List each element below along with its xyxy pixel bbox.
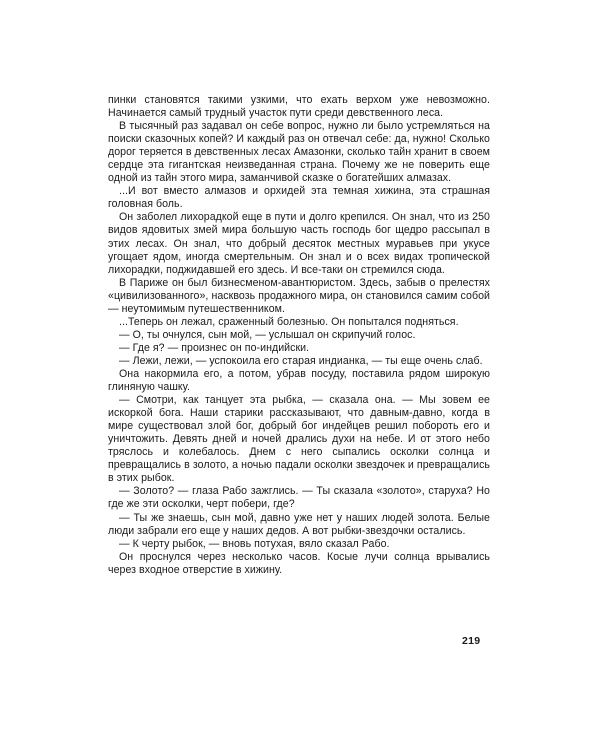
dialogue-line: — Смотри, как танцует эта рыбка, — сказала она. — Мы зовем ее искоркой бога. Наши старики рассказывают, что давным-давно, когда в мире существовал злой бог, добрый бог индейцев решил побороть его и уничтожить. Девять дней и ночей дрались духи на небе. И от этого небо тряслось и колебалось. Днем с него сыпались осколки солнца и превращались в золото, а ночью падали осколки звездочек и превращались в этих рыбок. bbox=[108, 394, 490, 485]
page-number: 219 bbox=[462, 635, 481, 647]
dialogue-line: — Лежи, лежи, — успокоила его старая индианка, — ты еще очень слаб. bbox=[119, 354, 483, 367]
paragraph: Он заболел лихорадкой еще в пути и долго крепился. Он знал, что из 250 видов ядовитых змей мира большую часть господь бог щедро рассыпал в этих лесах. Он знал, что добрый десяток местных муравьев при укусе угощает ядом, иногда смертельным. Он знал и о всех видах тропической лихорадки, поджидавшей его здесь. И все-таки он стремился сюда. bbox=[108, 211, 490, 276]
paragraph: пинки становятся такими узкими, что ехать верхом уже невозможно. Начинается самый трудный участок пути среди девственного леса. bbox=[108, 94, 490, 120]
paragraph: Он проснулся через несколько часов. Косые лучи солнца врывались через входное отверстие в хижину. bbox=[108, 550, 490, 576]
paragraph: В тысячный раз задавал он себе вопрос, нужно ли было устремляться на поиски сказочных копей? И каждый раз он отвечал себе: да, нужно! Сколько дорог теряется в девственных лесах Амазонки, сколько тайн хранит в своем сердце эта гигантская неизведанная страна. Почему же не поверить еще одной из тайн этого мира, заманчивой сказке о богатейших алмазах. bbox=[108, 120, 490, 185]
paragraph: В Париже он был бизнесменом-авантюристом. Здесь, забыв о прелестях «цивилизованного», насквозь продажного мира, он становился самим собой — неутомимым путешественником. bbox=[108, 276, 490, 315]
dialogue-line: — К черту рыбок, — вновь потухая, вяло сказал Рабо. bbox=[119, 537, 390, 550]
dialogue-line: — О, ты очнулся, сын мой, — услышал он скрипучий голос. bbox=[119, 328, 416, 341]
paragraph: ...И вот вместо алмазов и орхидей эта темная хижина, эта страшная головная боль. bbox=[108, 185, 490, 211]
paragraph: Она накормила его, а потом, убрав посуду, поставила рядом широкую глиняную чашку. bbox=[108, 367, 490, 394]
paragraph: ...Теперь он лежал, сраженный болезнью. Он попытался подняться. bbox=[119, 315, 459, 328]
book-page-text bbox=[108, 94, 490, 577]
dialogue-line: — Золото? — глаза Рабо зажглись. — Ты сказала «золото», старуха? Но где же эти осколки, черт побери, где? bbox=[108, 485, 490, 511]
dialogue-line: — Ты же знаешь, сын мой, давно уже нет у наших людей золота. Белые люди забрали его еще у наших дедов. А вот рыбки-звездочки остались. bbox=[108, 511, 490, 537]
dialogue-line: — Где я? — произнес он по-индийски. bbox=[119, 341, 310, 354]
